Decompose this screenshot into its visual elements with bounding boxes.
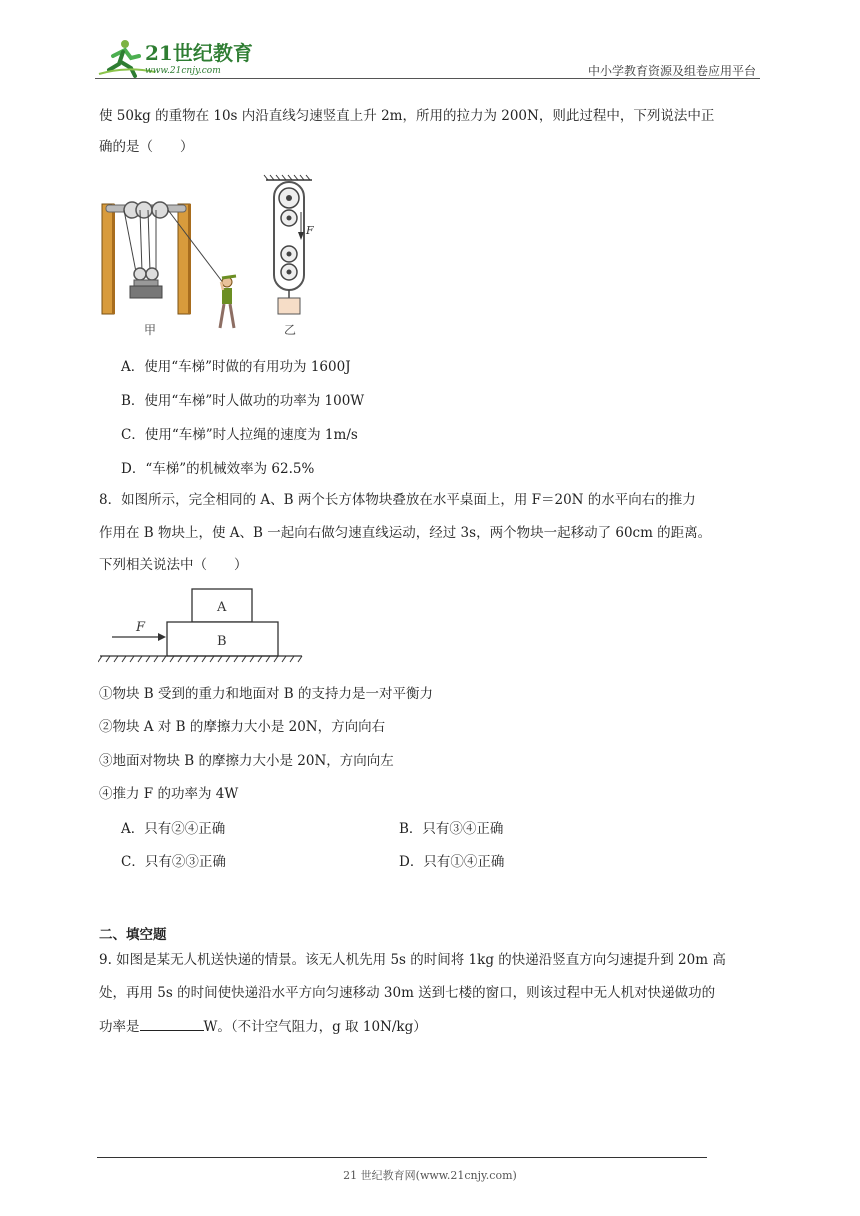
q7-line-2: 确的是（ ） bbox=[99, 139, 194, 155]
q7-line-1: 使 50kg 的重物在 10s 内沿直线匀速竖直上升 2m，所用的拉力为 200N，则此过程中，下列说法中正 bbox=[99, 108, 715, 124]
q8-figure bbox=[98, 585, 308, 665]
q9-line-3-suffix: W。（不计空气阻力，g 取 10N/kg） bbox=[203, 1019, 427, 1035]
platform-name: 中小学教育资源及组卷应用平台 bbox=[587, 64, 756, 78]
car-ladder-illustration bbox=[102, 202, 236, 328]
footer-text: 21 世纪教育网(www.21cnjy.com) bbox=[343, 1169, 517, 1182]
q8-option-a[interactable]: A．只有②④正确 bbox=[121, 821, 226, 837]
q8-option-c[interactable]: C．只有②③正确 bbox=[121, 854, 226, 870]
q9-line-1: 9. 如图是某无人机送快递的情景。该无人机先用 5s 的时间将 1kg 的快递沿竖直方向匀速提升到 20m 高 bbox=[99, 952, 726, 968]
figure-label-yi: 乙 bbox=[284, 323, 297, 337]
answer-blank[interactable] bbox=[140, 1016, 204, 1031]
q8-option-b[interactable]: B．只有③④正确 bbox=[399, 821, 504, 837]
block-b-label: B bbox=[217, 634, 227, 649]
q9-line-2: 处，再用 5s 的时间使快递沿水平方向匀速移动 30m 送到七楼的窗口，则该过程中无人机对快递做功的 bbox=[99, 985, 716, 1001]
section-title-fill-in: 二、填空题 bbox=[99, 927, 167, 943]
q8-statement-2: ②物块 A 对 B 的摩擦力大小是 20N，方向向右 bbox=[99, 719, 386, 735]
q9-line-3 bbox=[99, 1016, 427, 1037]
q7-option-c[interactable]: C．使用“车梯”时人拉绳的速度为 1m/s bbox=[121, 427, 358, 443]
logo-text: 21世纪教育 bbox=[145, 41, 253, 65]
q8-statement-3: ③地面对物块 B 的摩擦力大小是 20N，方向向左 bbox=[99, 753, 394, 769]
logo-url: www.21cnjy.com bbox=[145, 66, 221, 76]
q8-option-d[interactable]: D．只有①④正确 bbox=[399, 854, 505, 870]
ground-hatching bbox=[98, 656, 302, 662]
header-divider bbox=[95, 78, 760, 79]
force-label-f: F bbox=[306, 224, 314, 237]
block-a-label: A bbox=[217, 600, 227, 615]
logo bbox=[95, 36, 265, 80]
footer-divider bbox=[97, 1157, 707, 1158]
q8-statement-4: ④推力 F 的功率为 4W bbox=[99, 786, 239, 802]
q8-line-2: 作用在 B 物块上，使 A、B 一起向右做匀速直线运动，经过 3s，两个物块一起移动了 60cm 的距离。 bbox=[99, 525, 712, 541]
q9-line-3-prefix: 功率是 bbox=[99, 1019, 140, 1035]
figure-label-jia: 甲 bbox=[144, 323, 157, 337]
q8-line-3: 下列相关说法中（ ） bbox=[99, 557, 248, 573]
q7-option-b[interactable]: B．使用“车梯”时人做功的功率为 100W bbox=[121, 393, 365, 409]
q7-option-d[interactable]: D．“车梯”的机械效率为 62.5% bbox=[121, 461, 315, 477]
page-header bbox=[95, 36, 760, 80]
q7-option-a[interactable]: A．使用“车梯”时做的有用功为 1600J bbox=[121, 359, 351, 375]
q8-line-1: 8．如图所示，完全相同的 A、B 两个长方体物块叠放在水平桌面上，用 F＝20N 的水平向右的推力 bbox=[99, 492, 696, 508]
pulley-system-diagram bbox=[264, 175, 314, 314]
q8-statement-1: ①物块 B 受到的重力和地面对 B 的支持力是一对平衡力 bbox=[99, 686, 434, 702]
force-label-f: F bbox=[136, 620, 146, 635]
q7-figure bbox=[96, 172, 326, 340]
